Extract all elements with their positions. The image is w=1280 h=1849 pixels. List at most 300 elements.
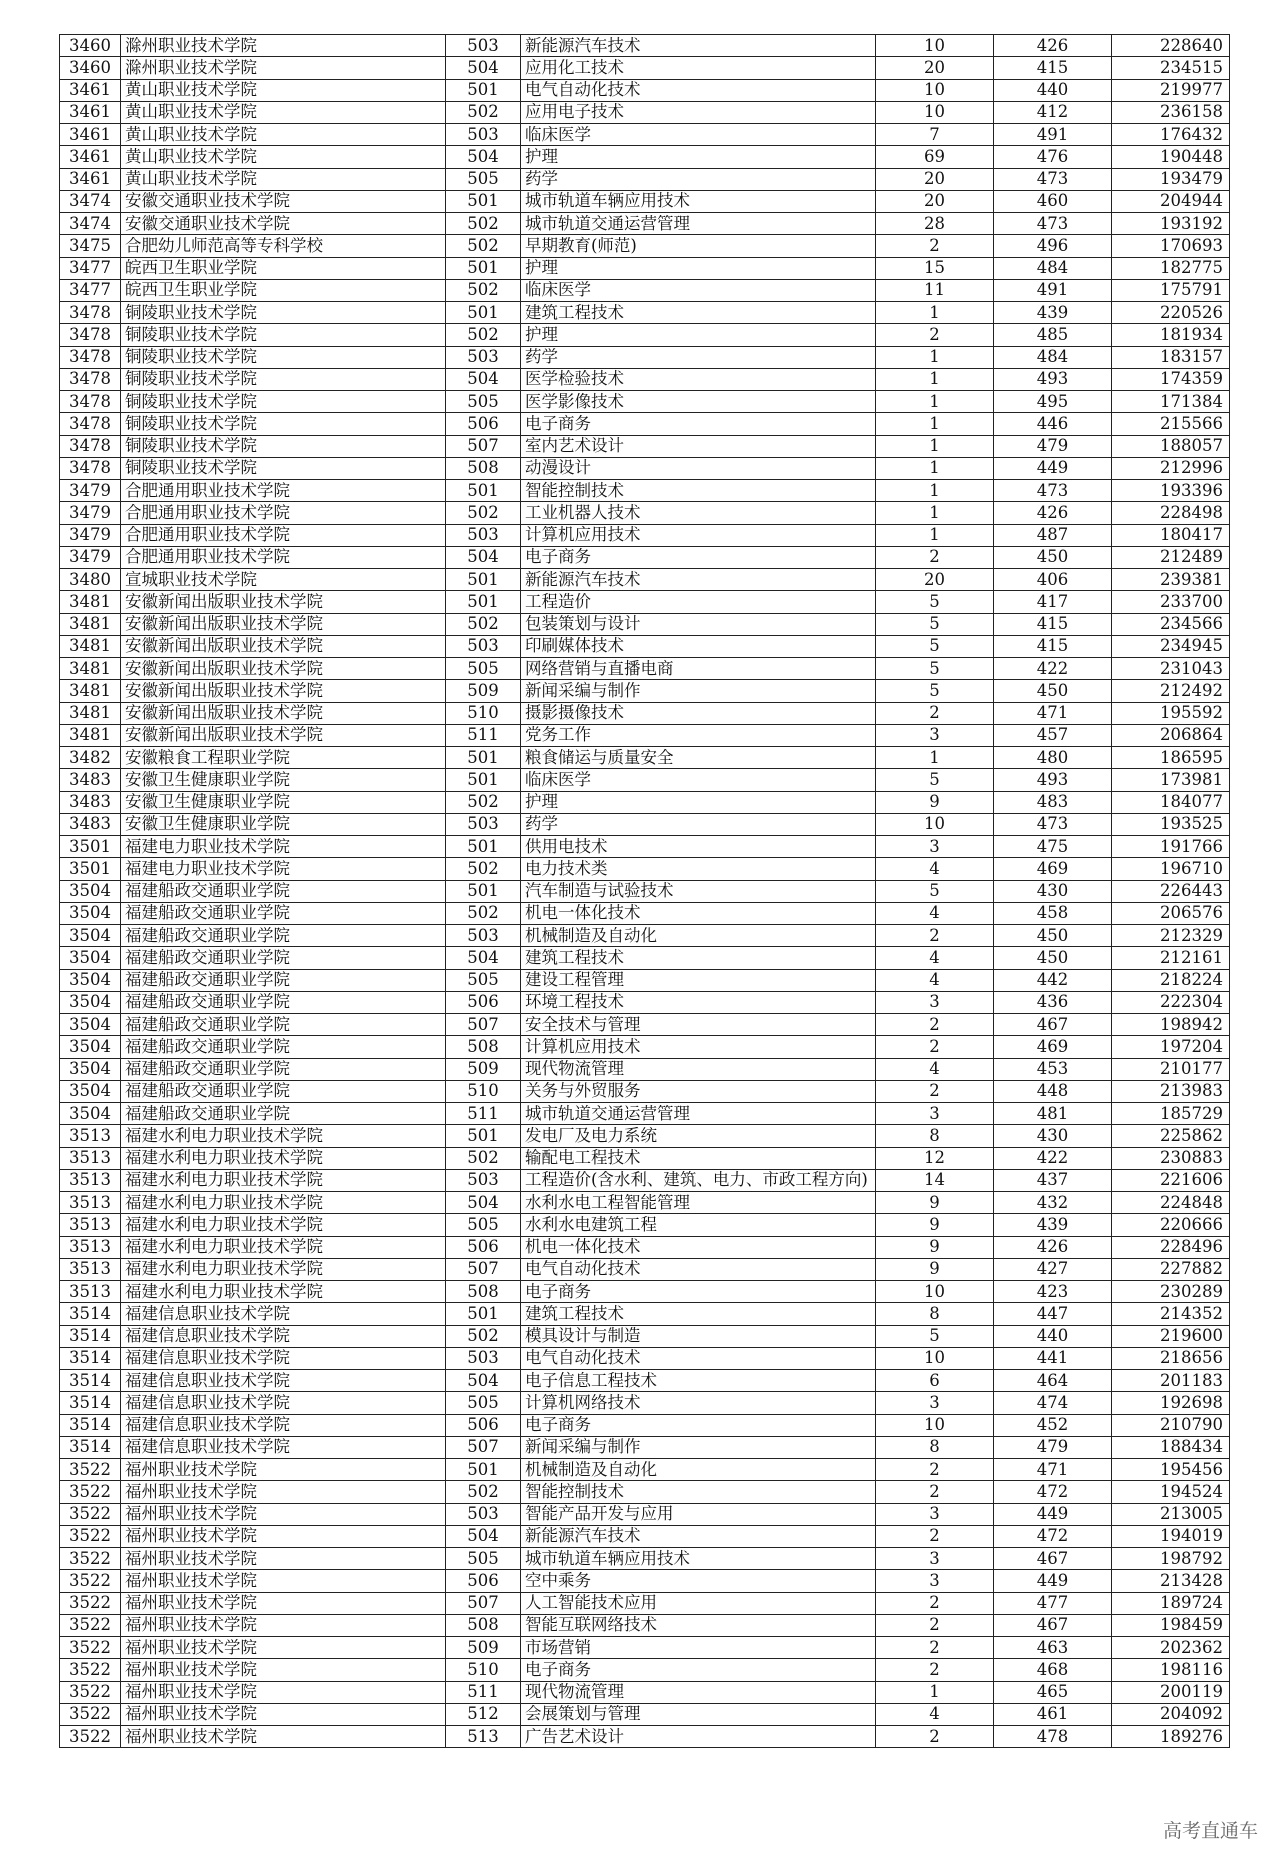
school-name-cell: 福建水利电力职业技术学院 — [121, 1236, 446, 1258]
major-code-cell: 502 — [446, 213, 521, 235]
school-name-cell: 铜陵职业技术学院 — [121, 457, 446, 479]
major-name-cell: 城市轨道交通运营管理 — [521, 1103, 876, 1125]
major-code-cell: 503 — [446, 1347, 521, 1369]
major-name-cell: 建筑工程技术 — [521, 1303, 876, 1325]
table-row — [60, 1459, 1230, 1481]
table-row — [60, 1659, 1230, 1681]
min-score-cell: 450 — [994, 925, 1112, 947]
rank-cell: 183157 — [1112, 346, 1230, 368]
table-row — [60, 213, 1230, 235]
plan-count-cell: 2 — [876, 1637, 994, 1659]
school-code-cell: 3522 — [60, 1614, 121, 1636]
rank-cell: 213005 — [1112, 1503, 1230, 1525]
major-name-cell: 新能源汽车技术 — [521, 569, 876, 591]
table-row — [60, 1592, 1230, 1614]
rank-cell: 204092 — [1112, 1703, 1230, 1725]
major-code-cell: 501 — [446, 79, 521, 101]
table-row — [60, 724, 1230, 746]
plan-count-cell: 2 — [876, 1036, 994, 1058]
school-code-cell: 3481 — [60, 591, 121, 613]
major-code-cell: 502 — [446, 235, 521, 257]
major-code-cell: 510 — [446, 1659, 521, 1681]
major-name-cell: 临床医学 — [521, 279, 876, 301]
table-row — [60, 1236, 1230, 1258]
major-code-cell: 504 — [446, 1370, 521, 1392]
major-name-cell: 人工智能技术应用 — [521, 1592, 876, 1614]
school-name-cell: 福州职业技术学院 — [121, 1681, 446, 1703]
rank-cell: 196710 — [1112, 858, 1230, 880]
major-code-cell: 504 — [446, 146, 521, 168]
major-name-cell: 智能控制技术 — [521, 1481, 876, 1503]
school-code-cell: 3513 — [60, 1236, 121, 1258]
school-code-cell: 3522 — [60, 1503, 121, 1525]
plan-count-cell: 2 — [876, 1481, 994, 1503]
school-name-cell: 福建船政交通职业学院 — [121, 1014, 446, 1036]
min-score-cell: 442 — [994, 969, 1112, 991]
school-code-cell: 3481 — [60, 680, 121, 702]
table-row — [60, 1080, 1230, 1102]
school-name-cell: 黄山职业技术学院 — [121, 146, 446, 168]
major-code-cell: 505 — [446, 969, 521, 991]
table-row — [60, 702, 1230, 724]
table-row — [60, 947, 1230, 969]
major-code-cell: 502 — [446, 101, 521, 123]
major-name-cell: 医学影像技术 — [521, 391, 876, 413]
plan-count-cell: 9 — [876, 1192, 994, 1214]
plan-count-cell: 9 — [876, 1214, 994, 1236]
school-name-cell: 安徽交通职业技术学院 — [121, 190, 446, 212]
school-code-cell: 3479 — [60, 546, 121, 568]
major-name-cell: 护理 — [521, 257, 876, 279]
major-name-cell: 供用电技术 — [521, 836, 876, 858]
major-code-cell: 506 — [446, 413, 521, 435]
school-name-cell: 皖西卫生职业学院 — [121, 279, 446, 301]
school-code-cell: 3481 — [60, 702, 121, 724]
min-score-cell: 449 — [994, 457, 1112, 479]
major-code-cell: 501 — [446, 190, 521, 212]
major-code-cell: 503 — [446, 1503, 521, 1525]
major-code-cell: 503 — [446, 124, 521, 146]
school-name-cell: 黄山职业技术学院 — [121, 79, 446, 101]
rank-cell: 200119 — [1112, 1681, 1230, 1703]
plan-count-cell: 5 — [876, 635, 994, 657]
major-code-cell: 508 — [446, 1614, 521, 1636]
major-code-cell: 501 — [446, 836, 521, 858]
major-name-cell: 现代物流管理 — [521, 1058, 876, 1080]
major-code-cell: 510 — [446, 702, 521, 724]
plan-count-cell: 12 — [876, 1147, 994, 1169]
rank-cell: 193525 — [1112, 813, 1230, 835]
school-name-cell: 福建水利电力职业技术学院 — [121, 1147, 446, 1169]
school-code-cell: 3478 — [60, 346, 121, 368]
school-name-cell: 合肥幼儿师范高等专科学校 — [121, 235, 446, 257]
plan-count-cell: 20 — [876, 190, 994, 212]
plan-count-cell: 3 — [876, 724, 994, 746]
major-name-cell: 城市轨道车辆应用技术 — [521, 190, 876, 212]
rank-cell: 231043 — [1112, 658, 1230, 680]
major-name-cell: 动漫设计 — [521, 457, 876, 479]
major-name-cell: 工程造价 — [521, 591, 876, 613]
min-score-cell: 450 — [994, 546, 1112, 568]
min-score-cell: 465 — [994, 1681, 1112, 1703]
school-name-cell: 铜陵职业技术学院 — [121, 391, 446, 413]
school-code-cell: 3504 — [60, 925, 121, 947]
min-score-cell: 464 — [994, 1370, 1112, 1392]
min-score-cell: 474 — [994, 1392, 1112, 1414]
major-name-cell: 计算机应用技术 — [521, 524, 876, 546]
major-code-cell: 502 — [446, 1325, 521, 1347]
table-row — [60, 346, 1230, 368]
rank-cell: 212329 — [1112, 925, 1230, 947]
school-name-cell: 黄山职业技术学院 — [121, 101, 446, 123]
major-code-cell: 506 — [446, 1414, 521, 1436]
major-code-cell: 501 — [446, 1459, 521, 1481]
plan-count-cell: 2 — [876, 235, 994, 257]
plan-count-cell: 9 — [876, 791, 994, 813]
major-code-cell: 511 — [446, 724, 521, 746]
rank-cell: 188434 — [1112, 1436, 1230, 1458]
rank-cell: 191766 — [1112, 836, 1230, 858]
school-code-cell: 3477 — [60, 257, 121, 279]
school-code-cell: 3522 — [60, 1703, 121, 1725]
plan-count-cell: 2 — [876, 1080, 994, 1102]
min-score-cell: 487 — [994, 524, 1112, 546]
major-code-cell: 502 — [446, 1481, 521, 1503]
table-row — [60, 680, 1230, 702]
school-code-cell: 3460 — [60, 57, 121, 79]
min-score-cell: 446 — [994, 413, 1112, 435]
table-body — [60, 35, 1230, 1748]
min-score-cell: 480 — [994, 747, 1112, 769]
rank-cell: 189276 — [1112, 1726, 1230, 1748]
plan-count-cell: 8 — [876, 1436, 994, 1458]
rank-cell: 220666 — [1112, 1214, 1230, 1236]
min-score-cell: 447 — [994, 1303, 1112, 1325]
school-code-cell: 3514 — [60, 1347, 121, 1369]
major-name-cell: 建设工程管理 — [521, 969, 876, 991]
major-code-cell: 504 — [446, 1192, 521, 1214]
table-row — [60, 257, 1230, 279]
major-code-cell: 504 — [446, 1525, 521, 1547]
school-code-cell: 3483 — [60, 813, 121, 835]
rank-cell: 192698 — [1112, 1392, 1230, 1414]
table-row — [60, 1281, 1230, 1303]
school-name-cell: 福建船政交通职业学院 — [121, 1080, 446, 1102]
rank-cell: 206576 — [1112, 902, 1230, 924]
major-name-cell: 粮食储运与质量安全 — [521, 747, 876, 769]
rank-cell: 171384 — [1112, 391, 1230, 413]
school-code-cell: 3522 — [60, 1726, 121, 1748]
table-row — [60, 1169, 1230, 1191]
school-name-cell: 安徽卫生健康职业学院 — [121, 769, 446, 791]
table-row — [60, 1614, 1230, 1636]
school-code-cell: 3479 — [60, 502, 121, 524]
table-row — [60, 1103, 1230, 1125]
major-name-cell: 机械制造及自动化 — [521, 1459, 876, 1481]
major-code-cell: 509 — [446, 1058, 521, 1080]
major-code-cell: 502 — [446, 279, 521, 301]
school-name-cell: 黄山职业技术学院 — [121, 124, 446, 146]
major-code-cell: 509 — [446, 1637, 521, 1659]
major-code-cell: 507 — [446, 1436, 521, 1458]
min-score-cell: 485 — [994, 324, 1112, 346]
school-name-cell: 铜陵职业技术学院 — [121, 346, 446, 368]
plan-count-cell: 1 — [876, 435, 994, 457]
school-code-cell: 3504 — [60, 1080, 121, 1102]
plan-count-cell: 3 — [876, 1548, 994, 1570]
min-score-cell: 473 — [994, 813, 1112, 835]
plan-count-cell: 5 — [876, 613, 994, 635]
major-name-cell: 电气自动化技术 — [521, 1258, 876, 1280]
plan-count-cell: 10 — [876, 79, 994, 101]
rank-cell: 228640 — [1112, 35, 1230, 57]
min-score-cell: 423 — [994, 1281, 1112, 1303]
rank-cell: 220526 — [1112, 302, 1230, 324]
min-score-cell: 426 — [994, 502, 1112, 524]
plan-count-cell: 9 — [876, 1236, 994, 1258]
rank-cell: 193396 — [1112, 480, 1230, 502]
school-code-cell: 3522 — [60, 1637, 121, 1659]
min-score-cell: 476 — [994, 146, 1112, 168]
school-code-cell: 3481 — [60, 658, 121, 680]
school-name-cell: 福州职业技术学院 — [121, 1459, 446, 1481]
plan-count-cell: 3 — [876, 1392, 994, 1414]
min-score-cell: 439 — [994, 1214, 1112, 1236]
table-row — [60, 302, 1230, 324]
major-name-cell: 医学检验技术 — [521, 368, 876, 390]
school-code-cell: 3513 — [60, 1258, 121, 1280]
school-code-cell: 3481 — [60, 724, 121, 746]
major-code-cell: 503 — [446, 524, 521, 546]
rank-cell: 228498 — [1112, 502, 1230, 524]
school-code-cell: 3504 — [60, 1103, 121, 1125]
school-code-cell: 3475 — [60, 235, 121, 257]
major-code-cell: 510 — [446, 1080, 521, 1102]
major-code-cell: 508 — [446, 1281, 521, 1303]
major-name-cell: 建筑工程技术 — [521, 947, 876, 969]
plan-count-cell: 2 — [876, 324, 994, 346]
major-code-cell: 512 — [446, 1703, 521, 1725]
school-name-cell: 滁州职业技术学院 — [121, 35, 446, 57]
school-code-cell: 3481 — [60, 635, 121, 657]
major-name-cell: 应用电子技术 — [521, 101, 876, 123]
rank-cell: 194524 — [1112, 1481, 1230, 1503]
school-code-cell: 3478 — [60, 302, 121, 324]
plan-count-cell: 1 — [876, 391, 994, 413]
major-name-cell: 摄影摄像技术 — [521, 702, 876, 724]
rank-cell: 197204 — [1112, 1036, 1230, 1058]
plan-count-cell: 1 — [876, 368, 994, 390]
rank-cell: 230883 — [1112, 1147, 1230, 1169]
rank-cell: 239381 — [1112, 569, 1230, 591]
min-score-cell: 493 — [994, 368, 1112, 390]
min-score-cell: 467 — [994, 1614, 1112, 1636]
major-code-cell: 501 — [446, 747, 521, 769]
major-name-cell: 电气自动化技术 — [521, 1347, 876, 1369]
min-score-cell: 496 — [994, 235, 1112, 257]
plan-count-cell: 11 — [876, 279, 994, 301]
school-code-cell: 3514 — [60, 1303, 121, 1325]
school-name-cell: 福建信息职业技术学院 — [121, 1370, 446, 1392]
table-row — [60, 925, 1230, 947]
major-code-cell: 503 — [446, 1169, 521, 1191]
school-name-cell: 福建信息职业技术学院 — [121, 1347, 446, 1369]
major-code-cell: 505 — [446, 1392, 521, 1414]
school-name-cell: 安徽新闻出版职业技术学院 — [121, 680, 446, 702]
rank-cell: 222304 — [1112, 991, 1230, 1013]
rank-cell: 181934 — [1112, 324, 1230, 346]
major-code-cell: 502 — [446, 1147, 521, 1169]
major-name-cell: 印刷媒体技术 — [521, 635, 876, 657]
school-code-cell: 3504 — [60, 969, 121, 991]
table-row — [60, 1014, 1230, 1036]
table-row — [60, 1347, 1230, 1369]
major-name-cell: 城市轨道车辆应用技术 — [521, 1548, 876, 1570]
table-row — [60, 1681, 1230, 1703]
plan-count-cell: 2 — [876, 1592, 994, 1614]
school-name-cell: 福州职业技术学院 — [121, 1659, 446, 1681]
major-name-cell: 工业机器人技术 — [521, 502, 876, 524]
min-score-cell: 495 — [994, 391, 1112, 413]
school-code-cell: 3522 — [60, 1592, 121, 1614]
min-score-cell: 493 — [994, 769, 1112, 791]
rank-cell: 212489 — [1112, 546, 1230, 568]
major-name-cell: 建筑工程技术 — [521, 302, 876, 324]
school-code-cell: 3474 — [60, 190, 121, 212]
school-name-cell: 福建船政交通职业学院 — [121, 902, 446, 924]
plan-count-cell: 20 — [876, 57, 994, 79]
school-code-cell: 3514 — [60, 1392, 121, 1414]
major-name-cell: 市场营销 — [521, 1637, 876, 1659]
plan-count-cell: 1 — [876, 502, 994, 524]
rank-cell: 184077 — [1112, 791, 1230, 813]
major-name-cell: 新能源汽车技术 — [521, 35, 876, 57]
rank-cell: 234566 — [1112, 613, 1230, 635]
table-row — [60, 613, 1230, 635]
min-score-cell: 471 — [994, 1459, 1112, 1481]
plan-count-cell: 5 — [876, 1325, 994, 1347]
school-name-cell: 安徽交通职业技术学院 — [121, 213, 446, 235]
plan-count-cell: 8 — [876, 1125, 994, 1147]
table-row — [60, 969, 1230, 991]
min-score-cell: 479 — [994, 435, 1112, 457]
major-code-cell: 503 — [446, 346, 521, 368]
table-row — [60, 1392, 1230, 1414]
table-row — [60, 546, 1230, 568]
watermark-text: 高考直通车 — [1162, 1820, 1258, 1842]
school-code-cell: 3478 — [60, 368, 121, 390]
table-row — [60, 1503, 1230, 1525]
school-code-cell: 3461 — [60, 168, 121, 190]
school-name-cell: 福建船政交通职业学院 — [121, 880, 446, 902]
min-score-cell: 432 — [994, 1192, 1112, 1214]
school-code-cell: 3513 — [60, 1147, 121, 1169]
plan-count-cell: 6 — [876, 1370, 994, 1392]
rank-cell: 189724 — [1112, 1592, 1230, 1614]
plan-count-cell: 1 — [876, 346, 994, 368]
plan-count-cell: 1 — [876, 480, 994, 502]
rank-cell: 214352 — [1112, 1303, 1230, 1325]
min-score-cell: 491 — [994, 279, 1112, 301]
school-name-cell: 皖西卫生职业学院 — [121, 257, 446, 279]
rank-cell: 228496 — [1112, 1236, 1230, 1258]
major-code-cell: 509 — [446, 680, 521, 702]
major-name-cell: 早期教育(师范) — [521, 235, 876, 257]
plan-count-cell: 10 — [876, 1414, 994, 1436]
min-score-cell: 430 — [994, 880, 1112, 902]
major-name-cell: 城市轨道交通运营管理 — [521, 213, 876, 235]
school-name-cell: 福建水利电力职业技术学院 — [121, 1214, 446, 1236]
min-score-cell: 460 — [994, 190, 1112, 212]
rank-cell: 213983 — [1112, 1080, 1230, 1102]
school-name-cell: 铜陵职业技术学院 — [121, 368, 446, 390]
major-name-cell: 护理 — [521, 791, 876, 813]
min-score-cell: 430 — [994, 1125, 1112, 1147]
plan-count-cell: 20 — [876, 168, 994, 190]
major-code-cell: 505 — [446, 1548, 521, 1570]
major-name-cell: 会展策划与管理 — [521, 1703, 876, 1725]
school-name-cell: 福建信息职业技术学院 — [121, 1303, 446, 1325]
min-score-cell: 426 — [994, 35, 1112, 57]
major-name-cell: 机械制造及自动化 — [521, 925, 876, 947]
school-name-cell: 滁州职业技术学院 — [121, 57, 446, 79]
plan-count-cell: 1 — [876, 524, 994, 546]
major-name-cell: 药学 — [521, 168, 876, 190]
rank-cell: 175791 — [1112, 279, 1230, 301]
major-name-cell: 智能互联网络技术 — [521, 1614, 876, 1636]
school-code-cell: 3461 — [60, 146, 121, 168]
rank-cell: 215566 — [1112, 413, 1230, 435]
table-row — [60, 658, 1230, 680]
table-row — [60, 1548, 1230, 1570]
min-score-cell: 469 — [994, 858, 1112, 880]
rank-cell: 226443 — [1112, 880, 1230, 902]
major-name-cell: 电子商务 — [521, 1659, 876, 1681]
school-code-cell: 3504 — [60, 991, 121, 1013]
major-code-cell: 503 — [446, 635, 521, 657]
min-score-cell: 458 — [994, 902, 1112, 924]
major-name-cell: 关务与外贸服务 — [521, 1080, 876, 1102]
school-code-cell: 3480 — [60, 569, 121, 591]
table-row — [60, 457, 1230, 479]
rank-cell: 195592 — [1112, 702, 1230, 724]
plan-count-cell: 1 — [876, 747, 994, 769]
plan-count-cell: 2 — [876, 1726, 994, 1748]
table-row — [60, 1703, 1230, 1725]
plan-count-cell: 8 — [876, 1303, 994, 1325]
table-row — [60, 368, 1230, 390]
school-code-cell: 3474 — [60, 213, 121, 235]
school-code-cell: 3461 — [60, 79, 121, 101]
table-row — [60, 902, 1230, 924]
plan-count-cell: 2 — [876, 546, 994, 568]
rank-cell: 174359 — [1112, 368, 1230, 390]
school-name-cell: 福州职业技术学院 — [121, 1592, 446, 1614]
table-row — [60, 1125, 1230, 1147]
major-name-cell: 电子商务 — [521, 1414, 876, 1436]
major-code-cell: 506 — [446, 1236, 521, 1258]
school-code-cell: 3522 — [60, 1570, 121, 1592]
school-name-cell: 福建船政交通职业学院 — [121, 991, 446, 1013]
major-name-cell: 现代物流管理 — [521, 1681, 876, 1703]
table-row — [60, 146, 1230, 168]
major-name-cell: 临床医学 — [521, 769, 876, 791]
school-name-cell: 福州职业技术学院 — [121, 1503, 446, 1525]
table-row — [60, 235, 1230, 257]
major-code-cell: 501 — [446, 569, 521, 591]
plan-count-cell: 4 — [876, 969, 994, 991]
school-name-cell: 福州职业技术学院 — [121, 1570, 446, 1592]
